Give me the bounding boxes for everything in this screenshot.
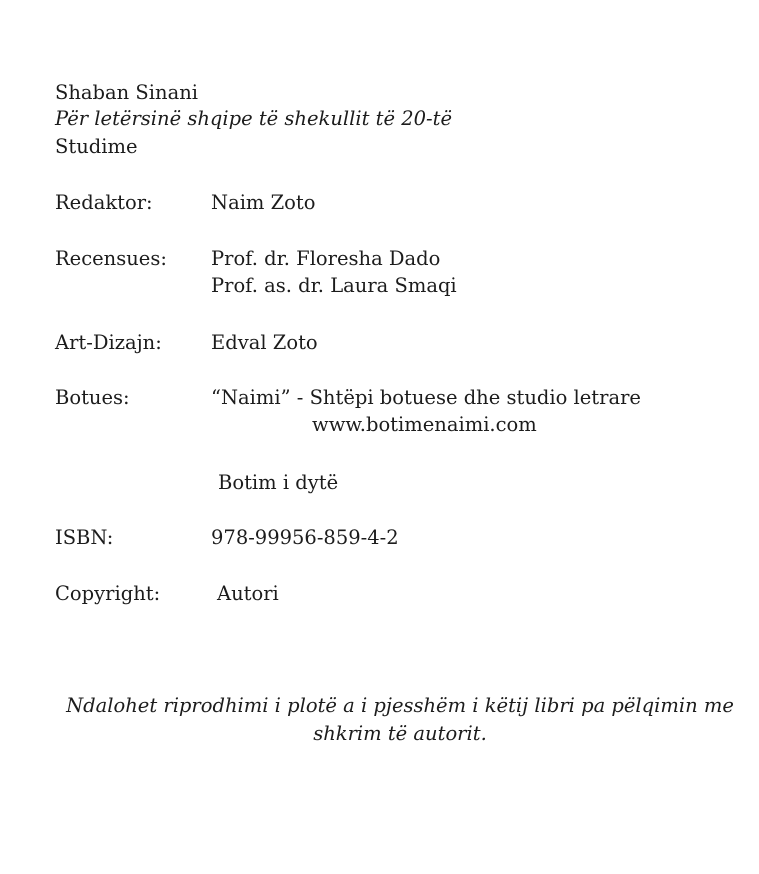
notice-line-2: shkrim të autorit. bbox=[313, 722, 487, 745]
publisher-value: “Naimi” - Shtëpi botuese dhe studio letrare bbox=[211, 386, 641, 409]
author-name: Shaban Sinani bbox=[55, 81, 198, 104]
isbn-value: 978-99956-859-4-2 bbox=[211, 526, 399, 549]
book-genre: Studime bbox=[55, 135, 138, 158]
reproduction-notice bbox=[40, 692, 759, 748]
edition: Botim i dytë bbox=[218, 471, 339, 494]
publisher-url: www.botimenaimi.com bbox=[312, 413, 537, 436]
reviewer-2: Prof. as. dr. Laura Smaqi bbox=[211, 274, 457, 297]
copyright-value: Autori bbox=[217, 582, 279, 605]
editor-value: Naim Zoto bbox=[211, 191, 316, 214]
reviewer-1: Prof. dr. Floresha Dado bbox=[211, 247, 441, 270]
art-design-value: Edval Zoto bbox=[211, 331, 318, 354]
notice-line-1: Ndalohet riprodhimi i plotë a i pjesshëm i këtij libri pa pëlqimin me bbox=[66, 694, 734, 717]
art-design-label: Art-Dizajn: bbox=[55, 331, 162, 354]
book-title: Për letërsinë shqipe të shekullit të 20-të bbox=[55, 107, 452, 130]
editor-label: Redaktor: bbox=[55, 191, 153, 214]
copyright-label: Copyright: bbox=[55, 582, 161, 605]
publisher-label: Botues: bbox=[55, 386, 130, 409]
reviewers-label: Recensues: bbox=[55, 247, 167, 270]
isbn-label: ISBN: bbox=[55, 526, 114, 549]
